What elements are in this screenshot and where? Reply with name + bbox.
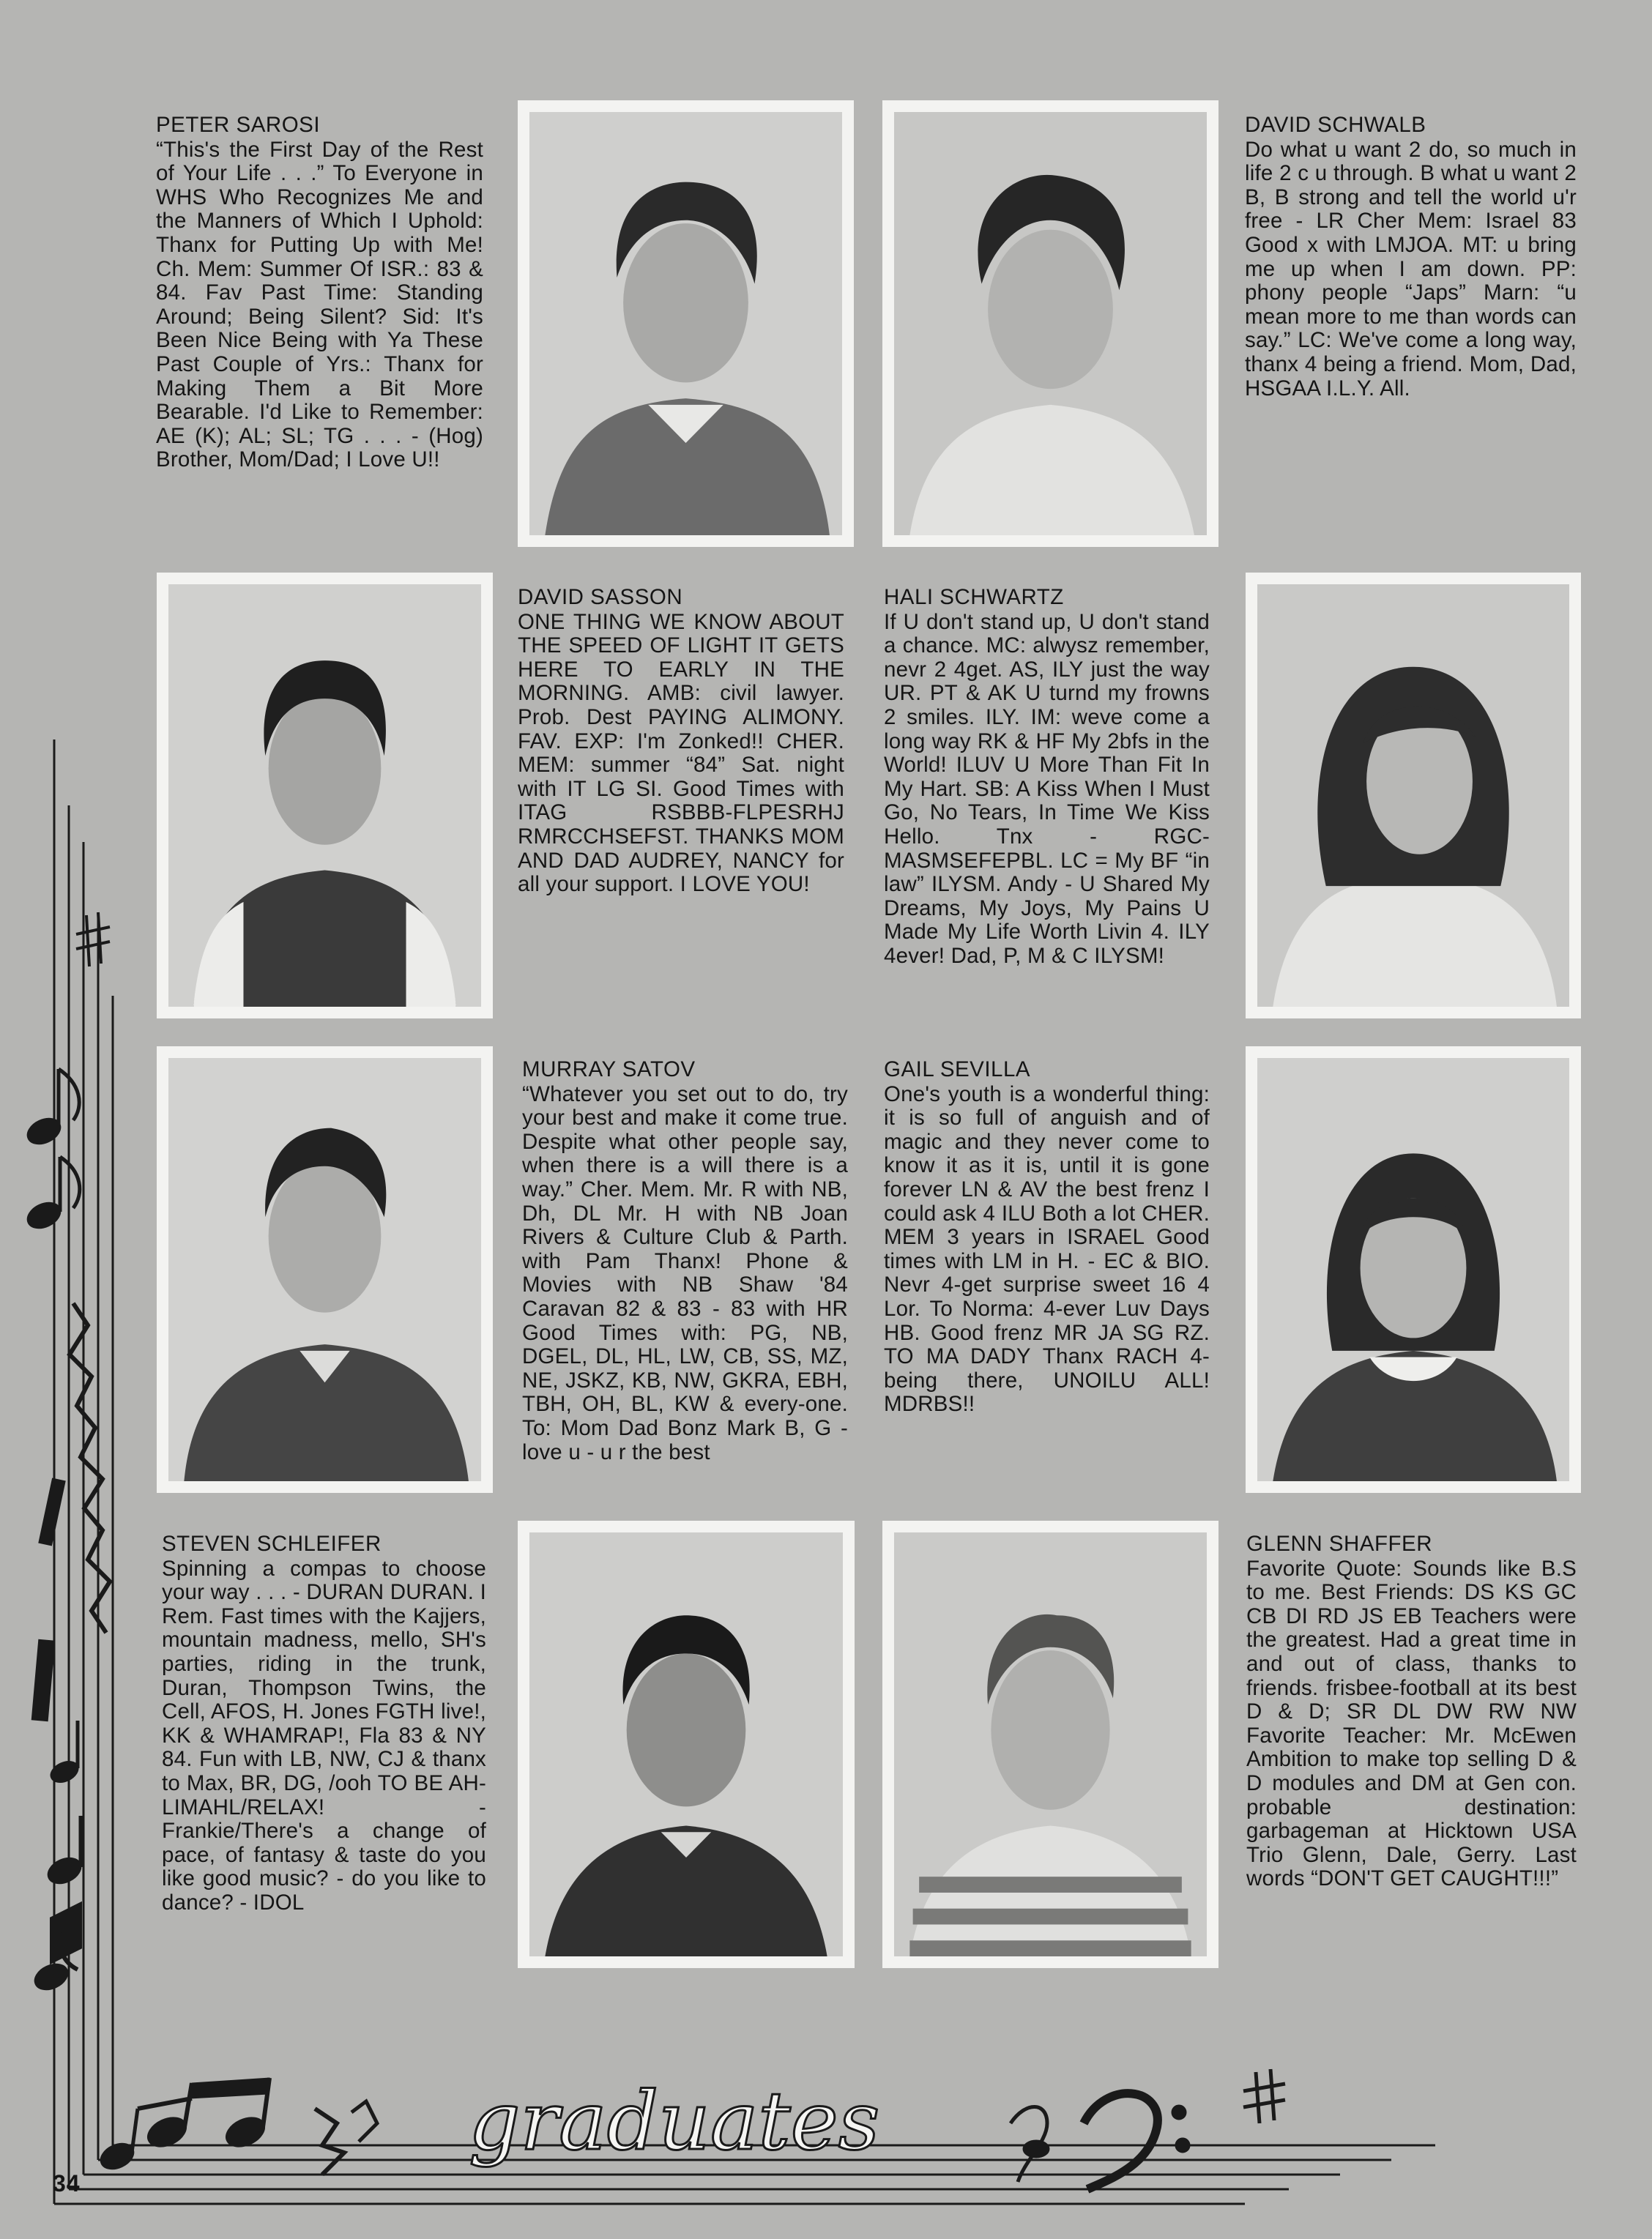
student-name: STEVEN SCHLEIFER: [162, 1532, 382, 1556]
student-name: PETER SAROSI: [156, 113, 321, 137]
student-quote: “This's the First Day of the Rest of Your Life . . .” To Everyone in WHS Who Recognizes Me and the Manners of Which I Uphold: Thanx for Putting Up with Me! Ch. Mem: Summer Of ISR.: 83 & 84. Fav Past Time: Standing Around; Being Silent? Sid: It's Been Nice Being with Ya These Past Couple of Yrs.: Thanx for Making Them a Bit More Bearable. I'd Like to Remember: AE (K); AL; SL; TG . . . - (Hog) Brother, Mom/Dad; I Love U!!: [156, 137, 483, 472]
student-name: MURRAY SATOV: [522, 1057, 696, 1081]
student-bio: [518, 586, 844, 897]
graduates-script: graduates: [469, 2074, 880, 2168]
student-quote: “Whatever you set out to do, try your best and make it come true. Despite what other people say, when there is a will there is a way.” Cher. Mem. Mr. R with NB, Dh, DL Mr. H with NB Joan Rivers & Culture Club & Parth. with Pam Thanx! Phone & Movies with NB Shaw '84 Caravan 82 & 83 - 83 with HR Good Times with: PG, NB, DGEL, DL, HL, LW, CB, SS, MZ, NE, JSKZ, KB, NW, GKRA, EBH, TBH, OH, BL, KW & every-one. To: Mom Dad Bonz Mark B, G - love u - u r the best: [522, 1081, 848, 1464]
student-bio: [1245, 113, 1577, 401]
student-quote: One's youth is a wonderful thing: it is so full of anguish and of magic and they never come to know it as it is, until it is gone forever LN & AV the best frenz I could ask 4 ILU Both a lot CHER. MEM 3 years in ISRAEL Good times with LM in H. - EC & BIO. Nevr 4-get surprise sweet 16 4 Lor. To Norma: 4-ever Luv Days HB. Good frenz MR JA SG RZ. TO MA DADY Thanx RACH 4-being there, UNOILU ALL! MDRBS!!: [884, 1081, 1210, 1417]
student-name: GLENN SHAFFER: [1246, 1532, 1433, 1556]
student-bio: [162, 1532, 486, 1915]
student-bio: [1246, 1532, 1577, 1891]
portrait-photo-david-schwalb: [882, 100, 1218, 547]
student-bio: [522, 1058, 848, 1464]
student-name: HALI SCHWARTZ: [884, 585, 1064, 609]
student-name: DAVID SASSON: [518, 585, 683, 609]
portrait-photo-hali-schwartz: [1246, 573, 1581, 1018]
music-notes-icon: [23, 1069, 110, 1995]
student-quote: ONE THING WE KNOW ABOUT THE SPEED OF LIGHT IT GETS HERE TO EARLY IN THE MORNING. AMB: civil lawyer. Prob. Dest PAYING ALIMONY. FAV. EXP: I'm Zonked!! CHER. MEM: summer “84” Sat. night with IT LG SI. Good Times with ITAG RSBBB-FLPESRHJ RMRCCHSEFST. THANKS MOM AND DAD AUDREY, NANCY for all your support. I LOVE YOU!: [518, 609, 844, 897]
student-bio: [156, 113, 483, 472]
student-name: DAVID SCHWALB: [1245, 113, 1426, 137]
student-quote: Do what u want 2 do, so much in life 2 c u through. B what u want 2 B, B strong and tell the world u'r free - LR Cher Mem: Israel 83 Good x with LMJOA. MT: u bring me up when I am down. PP: phony people “Japs” Marn: “u mean more to me than words can say.” LC: We've come a long way, thanx 4 being a friend. Mom, Dad, HSGAA I.L.Y. All.: [1245, 137, 1577, 401]
portrait-photo-gail-sevilla: [1246, 1046, 1581, 1493]
portrait-photo-peter-sarosi: [518, 100, 854, 547]
student-bio: [884, 586, 1210, 969]
student-quote: Favorite Quote: Sounds like B.S to me. Best Friends: DS KS GC CB DI RD JS EB Teachers were the greatest. Had a great time in and out of class, thanks to friends. frisbee-football at its best D & D; SR DL DW RW NW Favorite Teacher: Mr. McEwen Ambition to make top selling D & D modules and DM at Gen con. probable destination: garbageman at Hicktown USA Trio Glenn, Dale, Gerry. Last words “DON'T GET CAUGHT!!!”: [1246, 1556, 1577, 1891]
sharp-icon: [76, 912, 110, 966]
portrait-photo-glenn-shaffer: [882, 1521, 1218, 1968]
student-quote: Spinning a compas to choose your way . . . - DURAN DURAN. I Rem. Fast times with the Kajjers, mountain madness, mello, SH's parties, riding in the trunk, Duran, Thompson Twins, the Cell, AFOS, H. Jones FGTH live!, KK & WHAMRAP!, Fla 83 & NY 84. Fun with LB, NW, CJ & thanx to Max, BR, DG, /ooh TO BE AH-LIMAHL/RELAX! - Frankie/There's a change of pace, of fantasy & taste do you like good music? - do you like to dance? - IDOL: [162, 1556, 486, 1915]
page-number: 34: [53, 2170, 81, 2197]
portrait-photo-steven-schleifer: [518, 1521, 855, 1968]
portrait-photo-murray-satov: [157, 1046, 493, 1493]
student-bio: [884, 1058, 1210, 1417]
portrait-photo-david-sasson: [157, 573, 493, 1018]
student-name: GAIL SEVILLA: [884, 1057, 1031, 1081]
student-quote: If U don't stand up, U don't stand a chance. MC: alwysz remember, nevr 2 4get. AS, ILY just the way UR. PT & AK U turnd my frowns 2 smiles. ILY. IM: weve come a long way RK & HF My 2bfs in the World! ILUV U More Than Fit In My Hart. SB: A Kiss When I Must Go, No Tears, In Time We Kiss Hello. Tnx - RGC-MASMSEFEPBL. LC = My BF “in law” ILYSM. Andy - U Shared My Dreams, My Joys, My Pains U Made My Life Worth Livin 4. ILY 4ever! Dad, P, M & C ILYSM!: [884, 609, 1210, 968]
